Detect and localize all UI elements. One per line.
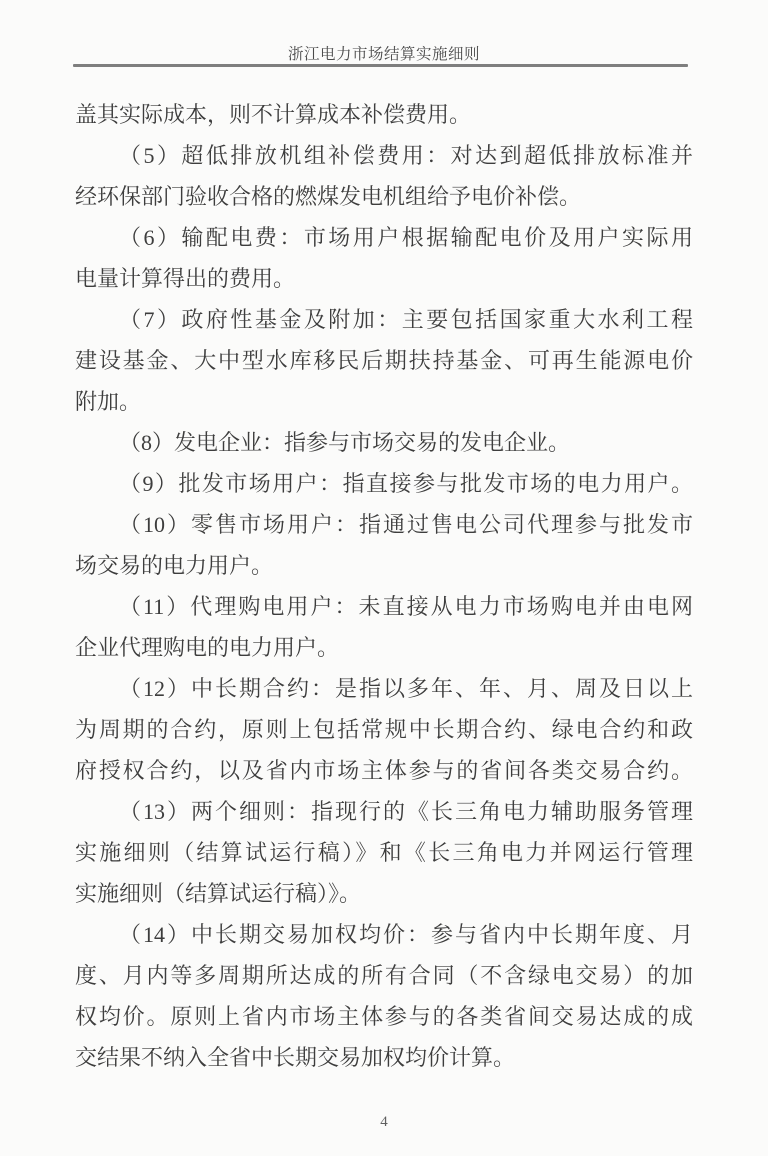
paragraph bbox=[75, 135, 693, 217]
text-line: 府授权合约，以及省内市场主体参与的省间各类交易合约。 bbox=[75, 758, 693, 783]
text-line: 企业代理购电的电力用户。 bbox=[75, 635, 340, 660]
paragraph bbox=[75, 217, 693, 299]
text-line: 场交易的电力用户。 bbox=[75, 553, 274, 578]
paragraph bbox=[75, 299, 693, 422]
text-line: 实施细则（结算试运行稿）》和《长三角电力并网运行管理 bbox=[75, 840, 693, 865]
text-line: 电量计算得出的费用。 bbox=[75, 266, 296, 291]
paragraph bbox=[75, 914, 693, 1078]
page-header-title: 浙江电力市场结算实施细则 bbox=[287, 46, 480, 63]
paragraph bbox=[75, 668, 693, 791]
text-line: 实施细则（结算试运行稿）》。 bbox=[75, 881, 362, 906]
text-line: 盖其实际成本，则不计算成本补偿费用。 bbox=[75, 102, 472, 127]
paragraph bbox=[75, 422, 693, 463]
text-line: 建设基金、大中型水库移民后期扶持基金、可再生能源电价 bbox=[75, 348, 693, 373]
text-line: （12）中长期合约：是指以多年、年、月、周及日以上 bbox=[119, 676, 693, 701]
text-line: （7）政府性基金及附加：主要包括国家重大水利工程 bbox=[119, 307, 693, 332]
header-divider-rule bbox=[73, 64, 688, 67]
page-number: 4 bbox=[380, 1114, 388, 1130]
text-line: 经环保部门验收合格的燃煤发电机组给予电价补偿。 bbox=[75, 184, 582, 209]
text-line: 附加。 bbox=[75, 389, 142, 414]
text-line: 为周期的合约，原则上包括常规中长期合约、绿电合约和政 bbox=[75, 717, 693, 742]
text-line: 度、月内等多周期所达成的所有合同（不含绿电交易）的加 bbox=[75, 963, 693, 988]
paragraph bbox=[75, 463, 693, 504]
text-line: （10）零售市场用户：指通过售电公司代理参与批发市 bbox=[119, 512, 693, 537]
text-line: （13）两个细则：指现行的《长三角电力辅助服务管理 bbox=[119, 799, 693, 824]
paragraph bbox=[75, 94, 693, 135]
text-line: （9）批发市场用户：指直接参与批发市场的电力用户。 bbox=[119, 471, 693, 496]
paragraph bbox=[75, 504, 693, 586]
paragraph bbox=[75, 586, 693, 668]
text-line: （14）中长期交易加权均价：参与省内中长期年度、月 bbox=[119, 922, 693, 947]
text-line: 交结果不纳入全省中长期交易加权均价计算。 bbox=[75, 1045, 516, 1070]
text-line: （8）发电企业：指参与市场交易的发电企业。 bbox=[119, 430, 571, 455]
text-line: （6）输配电费：市场用户根据输配电价及用户实际用 bbox=[119, 225, 693, 250]
text-line: （11）代理购电用户：未直接从电力市场购电并由电网 bbox=[119, 594, 693, 619]
text-line: （5）超低排放机组补偿费用：对达到超低排放标准并 bbox=[119, 143, 693, 168]
text-line: 权均价。原则上省内市场主体参与的各类省间交易达成的成 bbox=[75, 1004, 693, 1029]
paragraph bbox=[75, 791, 693, 914]
document-body bbox=[75, 94, 693, 1078]
